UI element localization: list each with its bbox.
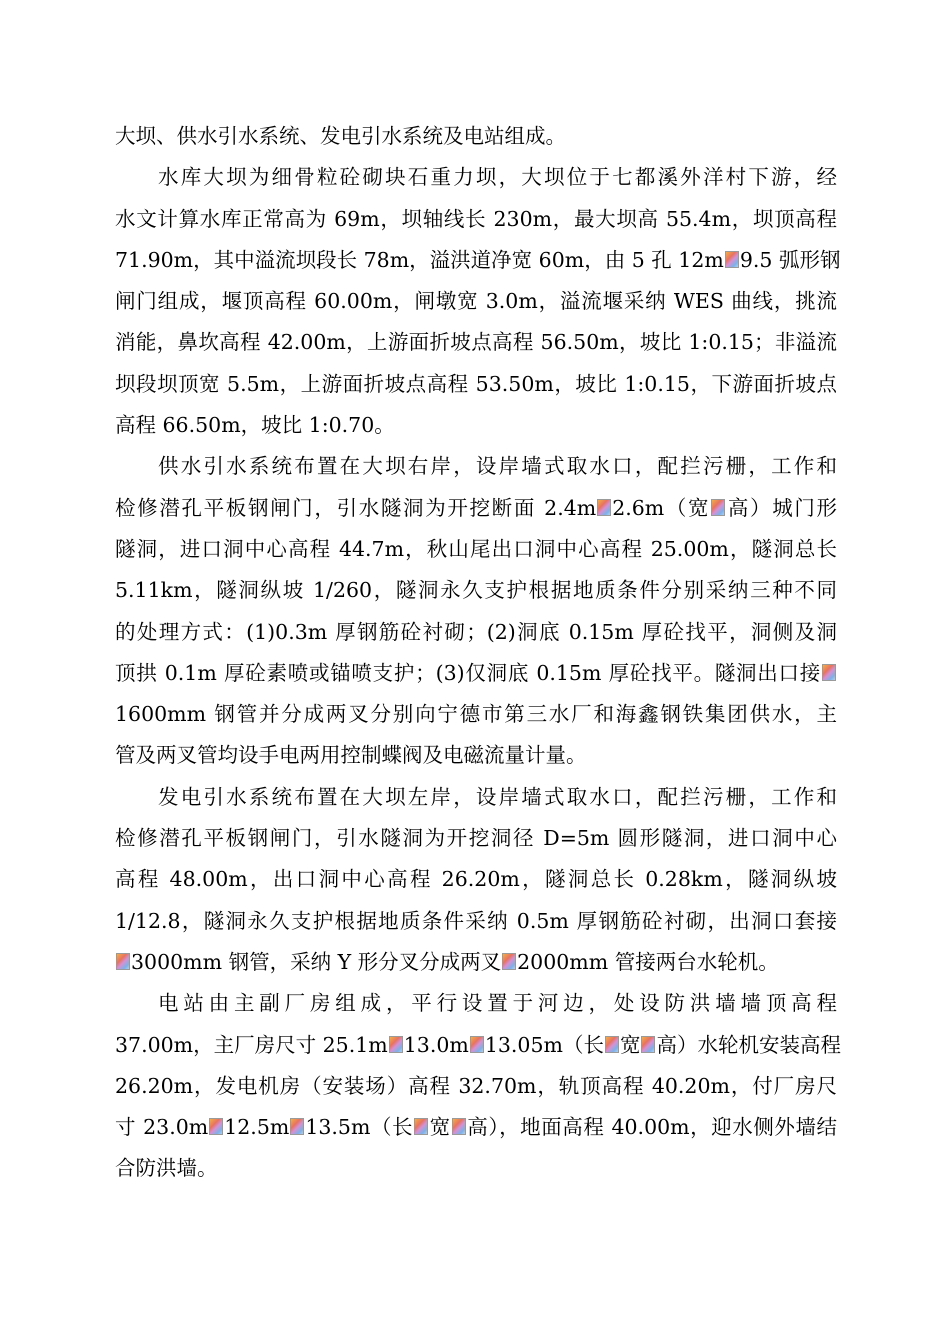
text-line	[115, 405, 837, 446]
text-line	[115, 446, 837, 487]
broken-image-icon	[290, 1118, 304, 1135]
text-segment: 的处理方式：(1)0.3m 厚钢筋砼衬砌；(2)洞底 0.15m 厚砼找平，洞侧及洞	[115, 619, 837, 644]
text-line	[115, 240, 841, 281]
text-segment: 71.90m，其中溢流坝段长 78m，溢洪道净宽 60m，由 5 孔 12m	[115, 247, 724, 272]
broken-image-icon	[414, 1118, 428, 1135]
text-line	[115, 983, 837, 1024]
text-segment: 寸 23.0m	[115, 1115, 209, 1140]
text-segment: 电站由主副厂房组成，平行设置于河边，处设防洪墙墙顶高程	[158, 991, 837, 1016]
broken-image-icon	[502, 953, 516, 970]
text-segment: 闸门组成，堰顶高程 60.00m，闸墩宽 3.0m，溢流堰采纳 WES 曲线，挑流	[115, 289, 837, 314]
text-segment: 3000mm 钢管，采纳 Y 形分叉分成两叉	[131, 949, 502, 974]
text-segment: 管及两叉管均设手电两用控制蝶阀及电磁流量计量。	[115, 743, 587, 768]
text-line	[115, 777, 837, 818]
text-line	[115, 859, 837, 900]
text-segment: 高）城门形	[726, 495, 838, 520]
broken-image-icon	[725, 251, 739, 268]
text-line	[115, 1025, 841, 1066]
text-line	[115, 322, 837, 363]
text-segment: 水库大坝为细骨粒砼砌块石重力坝，大坝位于七都溪外洋村下游，经	[158, 165, 837, 190]
text-segment: 供水引水系统布置在大坝右岸，设岸墙式取水口，配拦污栅，工作和	[158, 454, 837, 479]
paragraph-water-supply	[115, 446, 837, 776]
text-line	[115, 612, 837, 653]
body-text	[115, 116, 841, 1190]
text-segment: 宽	[429, 1115, 451, 1140]
broken-image-icon	[822, 664, 836, 681]
text-line	[115, 488, 837, 529]
text-line	[115, 1066, 837, 1107]
text-segment: 37.00m，主厂房尺寸 25.1m	[115, 1032, 388, 1057]
text-segment: 合防洪墙。	[115, 1156, 218, 1181]
text-line	[115, 570, 837, 611]
text-segment: 1/12.8，隧洞永久支护根据地质条件采纳 0.5m 厚钢筋砼衬砌，出洞口套接	[115, 908, 837, 933]
text-segment: 5.11km，隧洞纵坡 1/260，隧洞永久支护根据地质条件分别采纳三种不同	[115, 578, 837, 603]
text-segment: 13.0m	[403, 1032, 469, 1057]
text-line	[115, 157, 837, 198]
text-line	[115, 281, 837, 322]
paragraph-power-diversion	[115, 777, 837, 983]
text-segment: 12.5m	[224, 1115, 290, 1140]
text-line	[115, 1107, 837, 1148]
text-segment: 26.20m，发电机房（安装场）高程 32.70m，轨顶高程 40.20m，付厂房尺	[115, 1073, 837, 1098]
text-line	[115, 1148, 837, 1189]
text-segment: 大坝、供水引水系统、发电引水系统及电站组成。	[115, 124, 566, 148]
text-segment: 水文计算水库正常高为 69m，坝轴线长 230m，最大坝高 55.4m，坝顶高程	[115, 206, 837, 231]
text-segment: 高程 66.50m，坡比 1:0.70。	[115, 413, 395, 438]
text-segment: 高程 48.00m，出口洞中心高程 26.20m，隧洞总长 0.28km，隧洞纵坡	[115, 867, 837, 892]
text-line	[115, 116, 837, 157]
text-segment: 消能，鼻坎高程 42.00m，上游面折坡点高程 56.50m，坡比 1:0.15；非溢流	[115, 330, 837, 355]
paragraph-power-station	[115, 983, 841, 1189]
text-segment: 检修潜孔平板钢闸门，引水隧洞为开挖断面 2.4m	[115, 495, 597, 520]
paragraph-dam	[115, 157, 841, 446]
text-segment: 发电引水系统布置在大坝左岸，设岸墙式取水口，配拦污栅，工作和	[158, 784, 837, 809]
text-segment: 坝段坝顶宽 5.5m，上游面折坡点高程 53.50m，坡比 1:0.15，下游面折坡点	[115, 371, 837, 396]
text-line	[115, 735, 837, 776]
broken-image-icon	[641, 1036, 655, 1053]
text-segment: 2.6m（宽	[612, 495, 711, 520]
text-segment: 高），地面高程 40.00m，迎水侧外墙结	[466, 1115, 837, 1140]
broken-image-icon	[470, 1036, 484, 1053]
text-line	[115, 818, 837, 859]
text-segment: 9.5 弧形钢	[739, 247, 841, 272]
broken-image-icon	[209, 1118, 223, 1135]
text-line	[115, 901, 837, 942]
text-segment: 1600mm 钢管并分成两叉分别向宁德市第三水厂和海鑫钢铁集团供水，主	[115, 702, 837, 727]
text-segment: 13.05m（长	[484, 1032, 604, 1057]
text-line	[115, 364, 837, 405]
text-line	[115, 529, 837, 570]
text-line	[115, 653, 837, 694]
text-line	[115, 942, 837, 983]
text-line	[115, 199, 837, 240]
text-segment: 高）水轮机安装高程	[656, 1032, 841, 1057]
text-segment: 宽	[619, 1032, 641, 1057]
text-segment: 检修潜孔平板钢闸门，引水隧洞为开挖洞径 D=5m 圆形隧洞，进口洞中心	[115, 826, 837, 851]
broken-image-icon	[597, 499, 611, 516]
broken-image-icon	[452, 1118, 466, 1135]
broken-image-icon	[116, 953, 130, 970]
paragraph-intro-tail	[115, 116, 837, 157]
text-line	[115, 694, 837, 735]
broken-image-icon	[605, 1036, 619, 1053]
text-segment: 2000mm 管接两台水轮机。	[517, 949, 779, 974]
text-segment: 隧洞，进口洞中心高程 44.7m，秋山尾出口洞中心高程 25.00m，隧洞总长	[115, 536, 837, 561]
broken-image-icon	[389, 1036, 403, 1053]
text-segment: 顶拱 0.1m 厚砼素喷或锚喷支护；(3)仅洞底 0.15m 厚砼找平。隧洞出口接	[115, 660, 821, 685]
text-segment: 13.5m（长	[305, 1115, 414, 1140]
broken-image-icon	[711, 499, 725, 516]
